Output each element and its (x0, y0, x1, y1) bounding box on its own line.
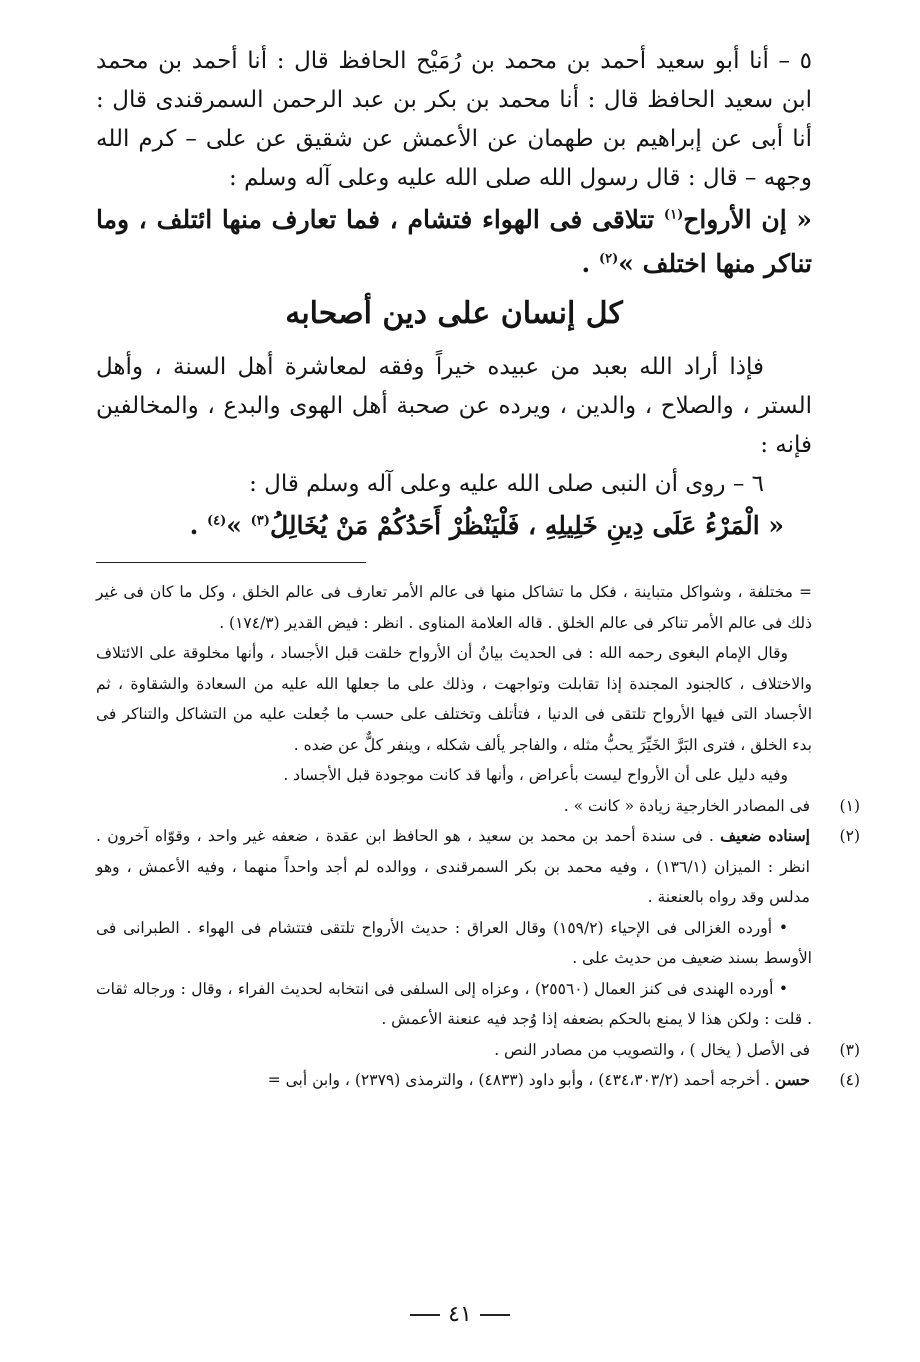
footnote-ref-2: (٢) (598, 251, 619, 267)
footnote-2-hindi: • أورده الهندى فى كنز العمال (٢٥٥٦٠) ، وعزاه إلى السلفى فى انتخابه لحديث الفراء ، وقال : ورجاله ثقات . قلت : ولكن هذا لا يمنع بالحكم بضعفه إذا وُجد فيه عنعنة الأعمش . (96, 979, 812, 1028)
page-number-dash-right (480, 1314, 510, 1316)
hadith-khalil-part-b: » (226, 511, 251, 540)
hadith-arwah (96, 198, 812, 286)
footnote-body: . فى سندة أحمد بن محمد بن سعيد ، هو الحافظ ابن عقدة ، ضعفه غير واحد ، وقوّاه آخرون . انظر : الميزان (١٣٦/١) ، وفيه محمد بن بكر السمرقندى ، ووالده لم أجد واحداً منهما ، وفيه الأعمش ، وهو مدلس وقد رواه بالعنعنة . (96, 827, 810, 906)
book-page (96, 42, 860, 1362)
main-text (96, 42, 812, 548)
footnote-ref-1: (١) (663, 207, 684, 223)
footnote-continuation: = مختلفة ، وشواكل متباينة ، فكل ما تشاكل منها فى عالم الأمر تعارف فى عالم الخلق ، وكل ما كان فى غير ذلك فى عالم الأمر تناكر فى عالم الخلق . قاله العلامة المناوى . انظر : فيض القدير (١٧٤/٣) . (96, 583, 812, 632)
footnote-ref-4: (٤) (207, 513, 227, 529)
footnote-number: (٤) (839, 1071, 860, 1089)
footnotes (96, 577, 860, 1096)
footnote-grade: حسن (774, 1070, 810, 1089)
page-number: ٤١ (448, 1302, 472, 1327)
footnote-dalil: وفيه دليل على أن الأرواح ليست بأعراض ، وأنها قد كانت موجودة قبل الأجساد . (283, 766, 788, 784)
footnote-baghawi: وقال الإمام البغوى رحمه الله : فى الحديث بيانٌ أن الأرواح خلقت قبل الأجساد ، وأنها مخلوقة على الائتلاف والاختلاف ، كالجنود المجندة إذا تقابلت وتواجهت ، وذلك على ما جعلها الله عليه من السعادة والشقاوة ، ثم الأجساد التى فيها الأرواح تلتقى فى الدنيا ، فتأتلف وتختلف على حسب ما جُعلت عليه من التشاكل والتناكر فى بدء الخلق ، فترى البَرَّ الخَيِّرَ يحبُّ مثله ، والفاجر يألف شكله ، وينفر كلٌّ عن ضده . (96, 644, 812, 754)
footnote-ref-3: (٣) (250, 513, 270, 529)
footnote-2 (96, 821, 860, 913)
footnote-number: (٢) (839, 827, 860, 845)
footnote-text: فى الأصل ( يخال ) ، والتصويب من مصادر النص . (494, 1040, 810, 1059)
hadith-arwah-part-a: « إن الأرواح (683, 205, 812, 234)
footnote-number: (٣) (839, 1040, 860, 1059)
footnote-separator (96, 562, 366, 563)
footnote-text (96, 821, 810, 913)
footnote-2-ghazali: • أورده الغزالى فى الإحياء (١٥٩/٢) وقال العراق : حديث الأرواح تلتقى فتتشام فى الهواء . الطبرانى فى الأوسط بسند ضعيف من حديث على . (96, 918, 812, 967)
footnote-body: . أخرجه أحمد (٤٣٤،٣٠٣/٢) ، وأبو داود (٤٨٣٣) ، والترمذى (٢٣٧٩) ، وابن أبى = (267, 1071, 775, 1089)
footnote-grade: إسناده ضعيف (720, 826, 810, 845)
page-number-footer (0, 1302, 920, 1327)
footnote-3 (96, 1035, 860, 1066)
hadith-khalil-part-a: « الْمَرْءُ عَلَى دِينِ خَلِيلِهِ ، فَلْيَنْظُرْ أَحَدُكُمْ مَنْ يُخَالِلُ (269, 511, 784, 540)
footnote-text: فى المصادر الخارجية زيادة « كانت » . (563, 796, 810, 815)
paragraph-isnad-5: ٥ – أنا أبو سعيد أحمد بن محمد بن رُمَيْح الحافظ قال : أنا أحمد بن محمد ابن سعيد الحافظ قال : أنا محمد بن بكر بن عبد الرحمن السمرقندى قال : أنا أبى عن إبراهيم بن طهمان عن الأعمش عن شقيق عن على – كرم الله وجهه – قال : قال رسول الله صلى الله عليه وعلى آله وسلم : (96, 48, 812, 191)
section-heading: كل إنسان على دين أصحابه (285, 296, 623, 331)
hadith-arwah-end: . (581, 249, 599, 278)
footnote-1 (96, 791, 860, 822)
hadith-khalil (96, 504, 812, 548)
paragraph-intro: فإذا أراد الله بعبد من عبيده خيراً وفقه لمعاشرة أهل السنة ، وأهل الستر ، والصلاح ، والدين ، ويرده عن صحبة أهل الهوى والبدع ، والمخالفين فإنه : (96, 354, 812, 458)
footnote-text (96, 1065, 810, 1096)
hadith-arwah-part-b: تتلاقى فى الهواء فتشام ، فما تعارف منها ائتلف ، وما تناكر منها اختلف » (96, 205, 812, 278)
footnote-separator-wrap (96, 548, 812, 577)
paragraph-isnad-6: ٦ – روى أن النبى صلى الله عليه وعلى آله وسلم قال : (249, 471, 764, 497)
footnote-4 (96, 1065, 860, 1096)
hadith-khalil-end: . (189, 511, 207, 540)
page-number-dash-left (410, 1314, 440, 1316)
footnote-number: (١) (839, 796, 860, 815)
